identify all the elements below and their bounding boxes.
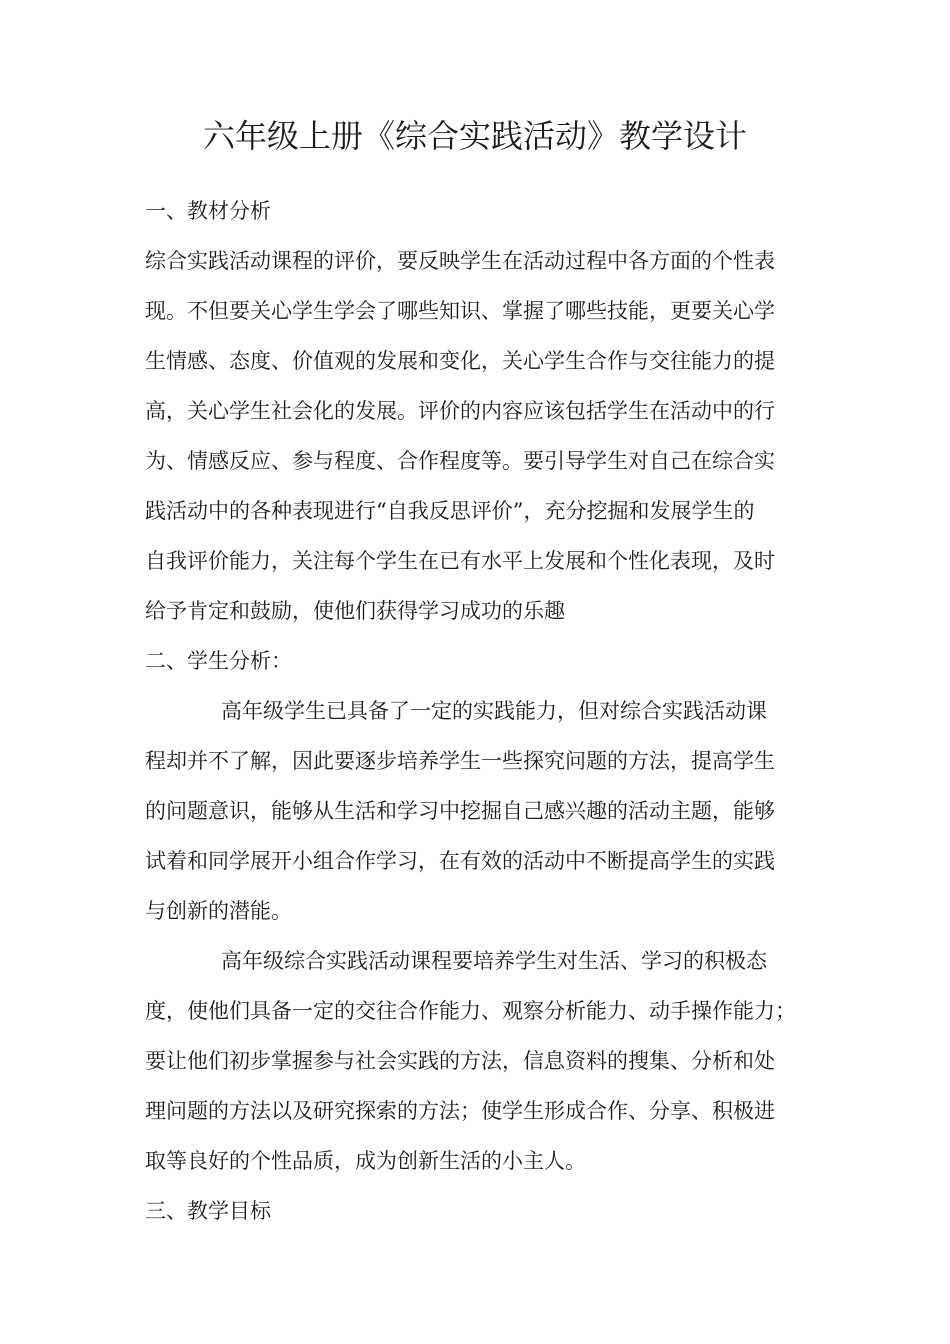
- section-heading-student-analysis: 二、学生分析：: [145, 649, 292, 673]
- paragraph-line: 试着和同学展开小组合作学习，在有效的活动中不断提高学生的实践: [145, 849, 775, 873]
- paragraph-line: 的问题意识，能够从生活和学习中挖掘自己感兴趣的活动主题，能够: [145, 799, 775, 823]
- paragraph-line: 高年级综合实践活动课程要培养学生对生活、学习的积极态: [221, 949, 767, 973]
- paragraph-line: 与创新的潜能。: [145, 899, 292, 923]
- section-heading-materials-analysis: 一、教材分析: [145, 199, 271, 223]
- paragraph-line: 要让他们初步掌握参与社会实践的方法，信息资料的搜集、分析和处: [145, 1049, 775, 1073]
- paragraph-line: 给予肯定和鼓励，使他们获得学习成功的乐趣: [145, 599, 565, 623]
- paragraph-line: 理问题的方法以及研究探索的方法；使学生形成合作、分享、积极进: [145, 1099, 775, 1123]
- paragraph-line: 自我评价能力，关注每个学生在已有水平上发展和个性化表现，及时: [145, 549, 775, 573]
- paragraph-line: 践活动中的各种表现进行“自我反思评价”，充分挖掘和发展学生的: [145, 499, 755, 523]
- paragraph-line: 取等良好的个性品质，成为创新生活的小主人。: [145, 1149, 586, 1173]
- paragraph-line: 现。不但要关心学生学会了哪些知识、掌握了哪些技能，更要关心学: [145, 299, 775, 323]
- paragraph-line: 度，使他们具备一定的交往合作能力、观察分析能力、动手操作能力；: [145, 999, 796, 1023]
- paragraph-line: 综合实践活动课程的评价，要反映学生在活动过程中各方面的个性表: [145, 249, 775, 273]
- paragraph-line: 生情感、态度、价值观的发展和变化，关心学生合作与交往能力的提: [145, 349, 775, 373]
- paragraph-line: 高年级学生已具备了一定的实践能力，但对综合实践活动课: [221, 699, 767, 723]
- paragraph-line: 高，关心学生社会化的发展。评价的内容应该包括学生在活动中的行: [145, 399, 775, 423]
- section-heading-teaching-objectives: 三、教学目标: [145, 1199, 271, 1223]
- document-title: 六年级上册《综合实践活动》教学设计: [202, 117, 747, 155]
- paragraph-line: 程却并不了解，因此要逐步培养学生一些探究问题的方法，提高学生: [145, 749, 775, 773]
- paragraph-line: 为、情感反应、参与程度、合作程度等。要引导学生对自己在综合实: [145, 449, 775, 473]
